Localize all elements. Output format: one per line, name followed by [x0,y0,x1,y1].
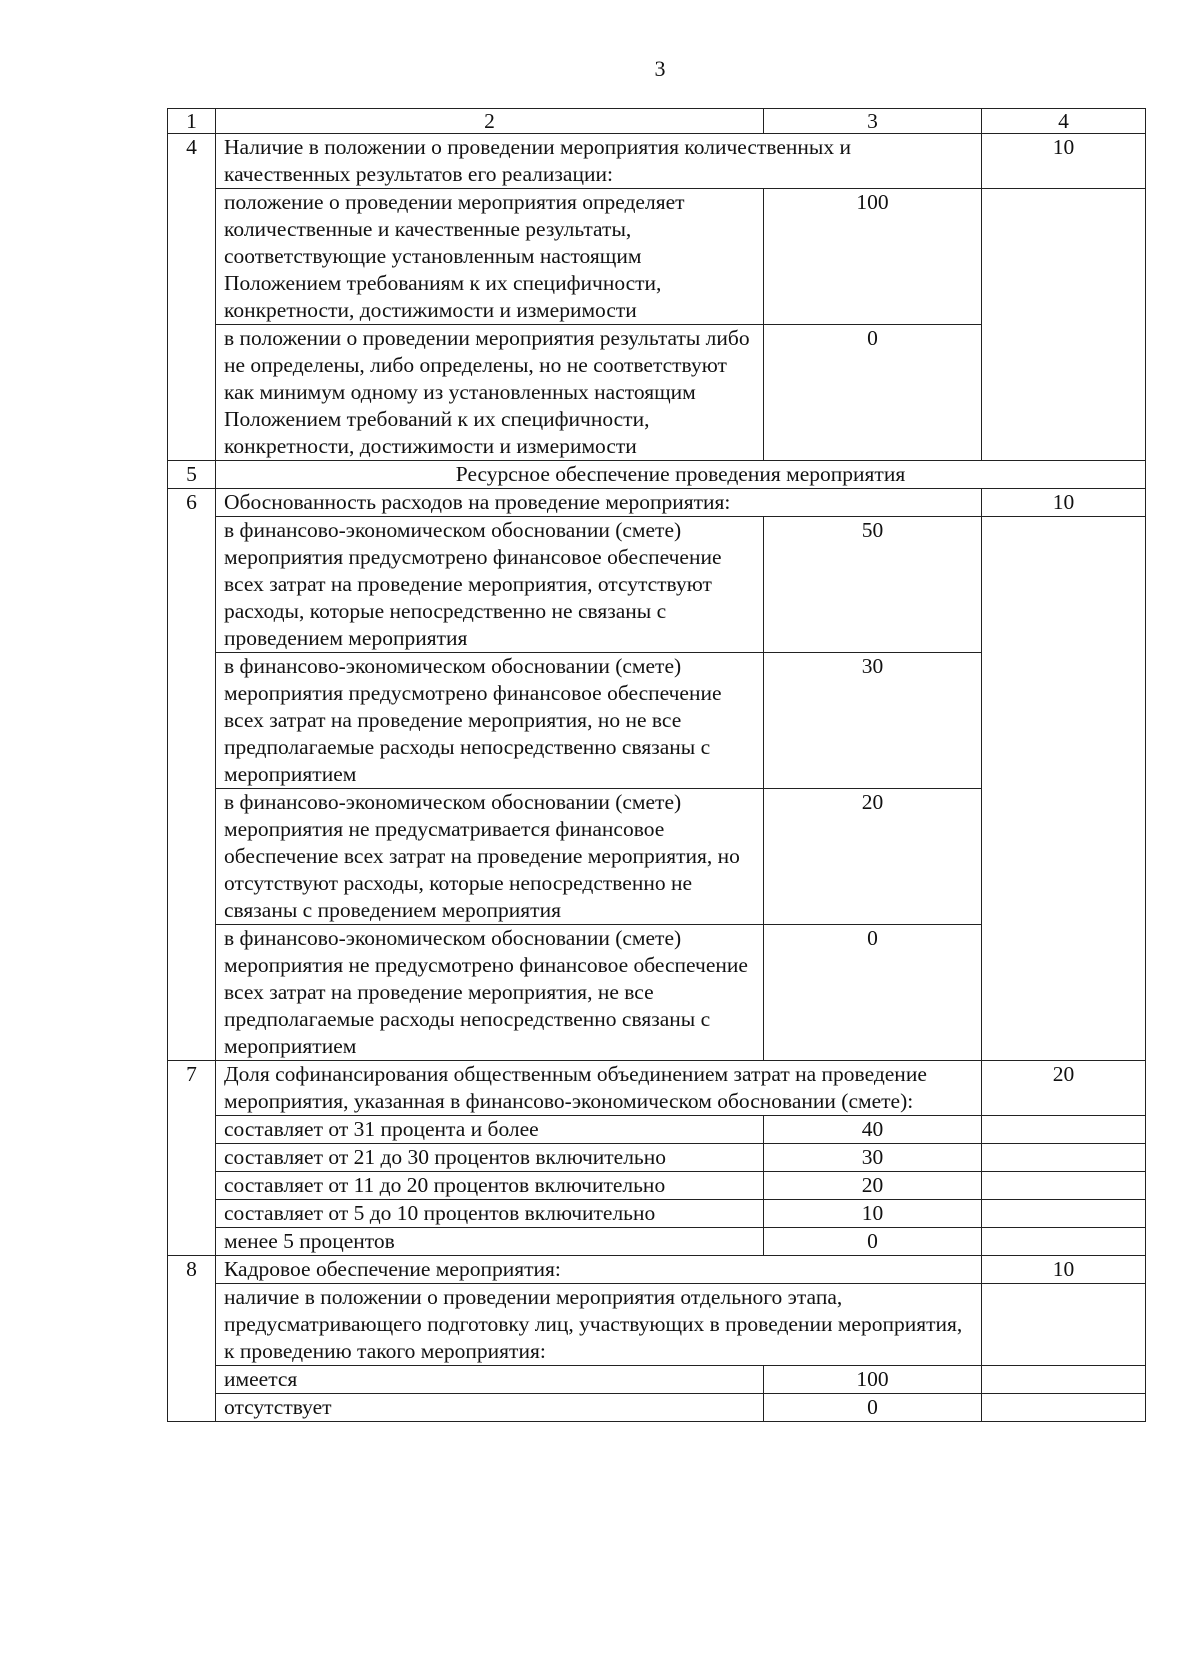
criteria-table [167,108,1146,1422]
section-title: Ресурсное обеспечение проведения мероприятия [216,461,1146,489]
option-text: в финансово-экономическом обосновании (смете) мероприятия не предусматривается финансовое обеспечение всех затрат на проведение мероприятия, но отсутствуют расходы, которые непосредственно не связаны с проведением мероприятия [216,789,764,925]
empty-cell [982,1116,1146,1144]
criterion-row-8 [168,1256,1146,1284]
option-text: имеется [216,1366,764,1394]
criterion-option-row [168,517,1146,653]
criterion-option-row [168,1172,1146,1200]
criterion-weight: 10 [982,1256,1146,1284]
option-text: составляет от 5 до 10 процентов включительно [216,1200,764,1228]
criterion-option-row [168,1200,1146,1228]
criterion-weight: 10 [982,489,1146,517]
option-score: 100 [764,1366,982,1394]
criterion-option-row [168,1228,1146,1256]
header-col-3: 3 [764,109,982,134]
criterion-option-row [168,1116,1146,1144]
criterion-option-row [168,189,1146,325]
option-text: составляет от 21 до 30 процентов включительно [216,1144,764,1172]
criterion-weight: 10 [982,134,1146,189]
empty-cell [982,1200,1146,1228]
empty-cell [982,1144,1146,1172]
empty-cell [982,1366,1146,1394]
empty-cell [982,1284,1146,1366]
option-text: положение о проведении мероприятия определяет количественные и качественные результаты, соответствующие установленным настоящим Положением требованиям к их специфичности, конкретности, достижимости и измеримости [216,189,764,325]
criterion-title: Доля софинансирования общественным объединением затрат на проведение мероприятия, указанная в финансово-экономическом обосновании (смете): [216,1061,982,1116]
criterion-number: 8 [168,1256,216,1422]
option-score: 0 [764,325,982,461]
empty-cell [982,517,1146,1061]
option-score: 40 [764,1116,982,1144]
empty-cell [982,1172,1146,1200]
section-number: 5 [168,461,216,489]
option-score: 0 [764,1228,982,1256]
page-number: 3 [654,56,666,81]
header-col-4: 4 [982,109,1146,134]
criterion-title: Обоснованность расходов на проведение мероприятия: [216,489,982,517]
option-score: 0 [764,1394,982,1422]
option-score: 10 [764,1200,982,1228]
criterion-row-7 [168,1061,1146,1116]
option-text: в финансово-экономическом обосновании (смете) мероприятия не предусмотрено финансовое обеспечение всех затрат на проведение мероприятия, не все предполагаемые расходы непосредственно связаны с мероприятием [216,925,764,1061]
header-col-2: 2 [216,109,764,134]
empty-cell [982,1228,1146,1256]
option-score: 100 [764,189,982,325]
option-text: отсутствует [216,1394,764,1422]
header-col-1: 1 [168,109,216,134]
criterion-title: Кадровое обеспечение мероприятия: [216,1256,982,1284]
option-score: 30 [764,1144,982,1172]
criterion-option-row [168,1366,1146,1394]
option-text: в положении о проведении мероприятия результаты либо не определены, либо определены, но не соответствуют как минимум одному из установленных настоящим Положением требований к их специфичности, конкретности, достижимости и измеримости [216,325,764,461]
criterion-option-row [168,1394,1146,1422]
option-score: 0 [764,925,982,1061]
criterion-number: 7 [168,1061,216,1256]
option-text: составляет от 31 процента и более [216,1116,764,1144]
option-text: составляет от 11 до 20 процентов включительно [216,1172,764,1200]
criterion-subtitle: наличие в положении о проведении мероприятия отдельного этапа, предусматривающего подготовку лиц, участвующих в проведении мероприятия, к проведению такого мероприятия: [216,1284,982,1366]
empty-cell [982,189,1146,461]
option-score: 20 [764,1172,982,1200]
criterion-option-row [168,1144,1146,1172]
criterion-row-6 [168,489,1146,517]
criterion-row-4 [168,134,1146,189]
criterion-subtitle-row [168,1284,1146,1366]
option-text: менее 5 процентов [216,1228,764,1256]
empty-cell [982,1394,1146,1422]
option-score: 50 [764,517,982,653]
criterion-number: 6 [168,489,216,1061]
option-score: 30 [764,653,982,789]
option-text: в финансово-экономическом обосновании (смете) мероприятия предусмотрено финансовое обеспечение всех затрат на проведение мероприятия, отсутствуют расходы, которые непосредственно не связаны с проведением мероприятия [216,517,764,653]
option-text: в финансово-экономическом обосновании (смете) мероприятия предусмотрено финансовое обеспечение всех затрат на проведение мероприятия, но не все предполагаемые расходы непосредственно связаны с мероприятием [216,653,764,789]
criterion-title: Наличие в положении о проведении мероприятия количественных и качественных результатов его реализации: [216,134,982,189]
criterion-number: 4 [168,134,216,461]
table-header-row [168,109,1146,134]
option-score: 20 [764,789,982,925]
criterion-weight: 20 [982,1061,1146,1116]
section-row-5 [168,461,1146,489]
